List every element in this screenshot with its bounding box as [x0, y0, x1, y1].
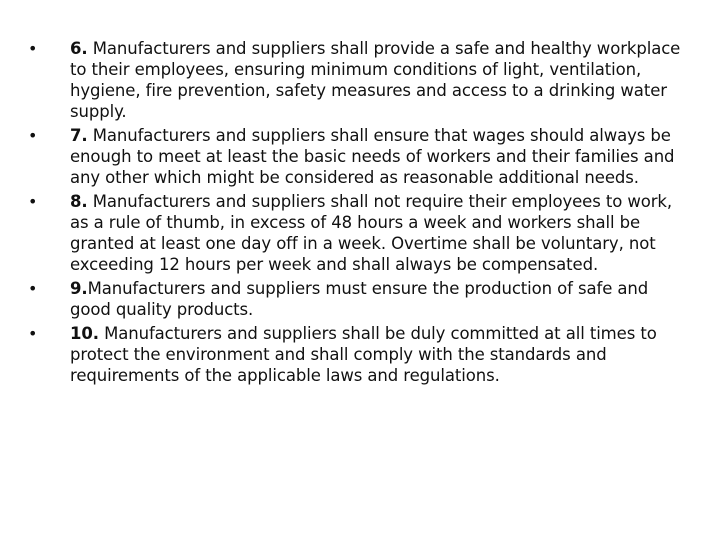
item-text: Manufacturers and suppliers shall not require their employees to work, as a rule of thumb, in excess of 48 hours a week and workers shall be granted at least one day off in a week. Overtime shall be voluntary, not exceeding 12 hours per week and shall always be compensated. — [70, 192, 673, 274]
item-number: 6. — [70, 39, 88, 58]
item-text: Manufacturers and suppliers shall be duly committed at all times to protect the environment and shall comply with the standards and requirements of the applicable laws and regulations. — [70, 324, 657, 385]
item-text: Manufacturers and suppliers must ensure the production of safe and good quality products. — [70, 279, 649, 319]
bullet-icon: • — [28, 126, 38, 145]
list-item — [28, 125, 690, 188]
item-number: 9. — [70, 279, 88, 298]
bullet-list — [28, 38, 690, 389]
item-text: Manufacturers and suppliers shall provide a safe and healthy workplace to their employees, ensuring minimum conditions of light, ventilation, hygiene, fire prevention, safety measures and access to a drinking water supply. — [70, 39, 681, 121]
bullet-icon: • — [28, 39, 38, 58]
item-number: 7. — [70, 126, 88, 145]
item-text: Manufacturers and suppliers shall ensure that wages should always be enough to meet at least the basic needs of workers and their families and any other which might be considered as reasonable additional needs. — [70, 126, 675, 187]
list-item — [28, 278, 690, 320]
bullet-icon: • — [28, 324, 38, 343]
list-item — [28, 191, 690, 275]
item-number: 10. — [70, 324, 99, 343]
list-item — [28, 38, 690, 122]
list-item — [28, 323, 690, 386]
item-number: 8. — [70, 192, 88, 211]
bullet-icon: • — [28, 279, 38, 298]
bullet-icon: • — [28, 192, 38, 211]
